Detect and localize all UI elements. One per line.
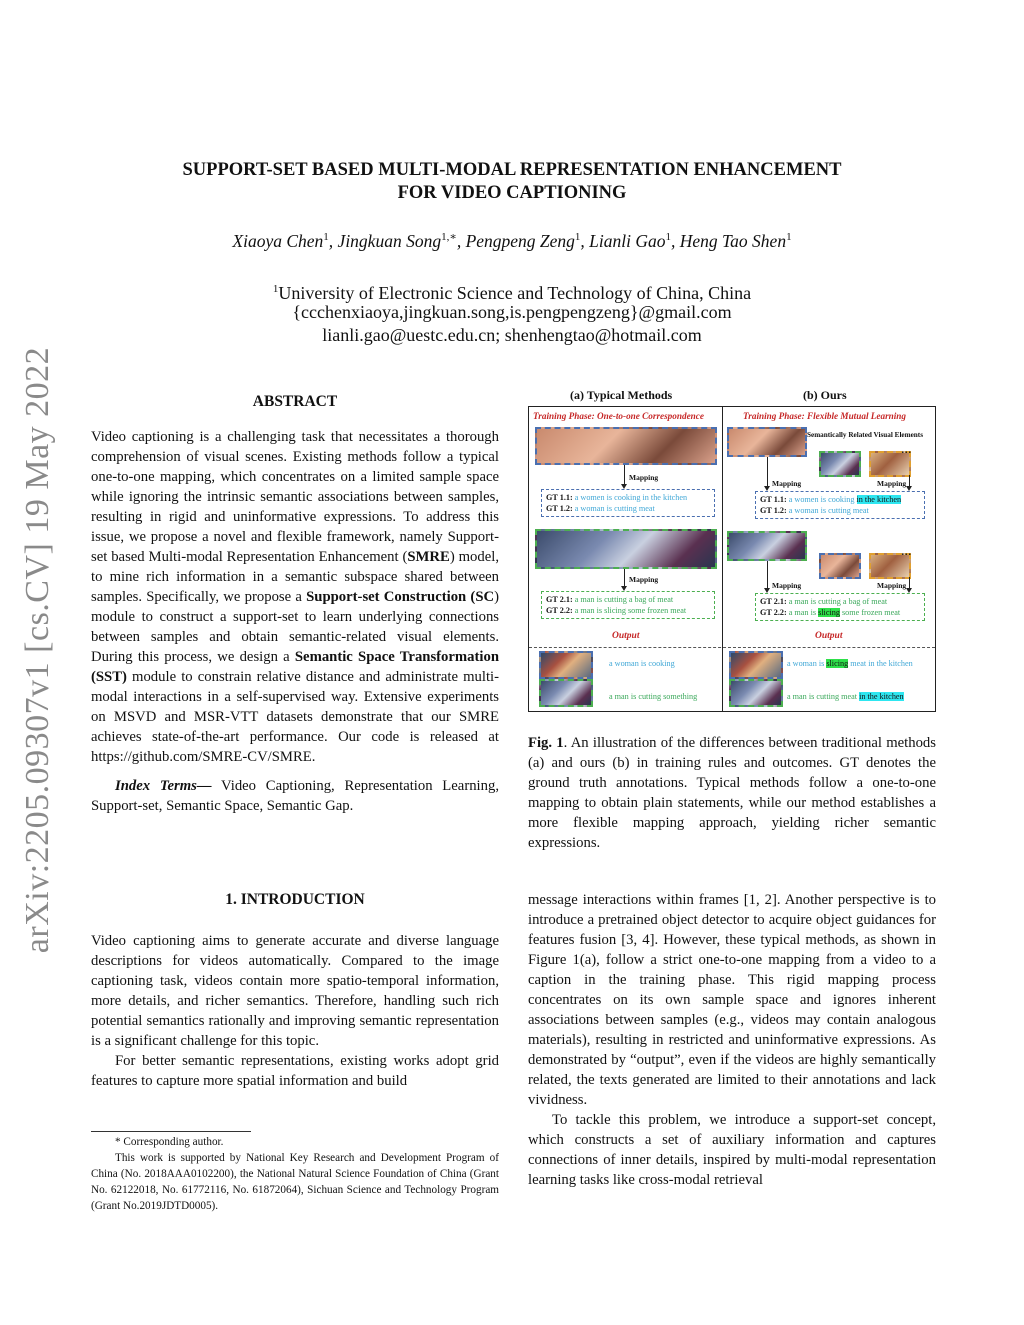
mapping-label: Mapping <box>629 575 659 584</box>
mapping-arrow <box>909 475 910 487</box>
abstract-heading: ABSTRACT <box>252 393 338 410</box>
figure-output-divider <box>529 647 935 648</box>
intro-paragraph: To tackle this problem, we introduce a support-set concept, which constructs a set of auxiliary information and captures connections of inner details, inspired by multi-modal representation learning tasks like cross-modal retrieval <box>528 1112 936 1188</box>
ellipsis: ... <box>901 442 912 457</box>
video-frames-b2 <box>727 531 807 561</box>
output-thumb-a1 <box>539 651 593 679</box>
output-caption-b2: a man is cutting meat in the kitchen <box>787 692 904 701</box>
author-name: Heng Tao Shen <box>679 230 787 251</box>
author-sup: 1 <box>786 231 792 243</box>
intro-paragraph: For better semantic representations, existing works adopt grid features to capture more spatial information and build <box>91 1053 499 1089</box>
mapping-arrow <box>767 561 768 589</box>
mapping-label: Mapping <box>877 479 907 488</box>
mapping-arrow <box>767 457 768 487</box>
mapping-label: Mapping <box>877 581 907 590</box>
output-caption-a1: a woman is cooking <box>609 659 675 668</box>
output-label-b: Output <box>815 631 843 641</box>
author-name: Jingkuan Song <box>337 230 442 251</box>
footnote <box>91 1131 499 1214</box>
affiliation-sup: 1 <box>272 283 279 295</box>
gt-box-b2: GT 2.1: a man is cutting a bag of meat GT 2.2: a man is slicing some frozen meat <box>755 593 925 621</box>
abstract-paragraph: Video captioning is a challenging task that necessitates a thorough comprehension of visual scenes. Existing methods follow a typical one-to-one mapping, which concentrates on a limited sample space while ignoring the intrinsic semantic associations between samples, resulting in rigid and uninformative expressions. To address this issue, we propose a novel and flexible framework, namely Support-set based Multi-modal Representation Enhancement (SMRE) model, to mine rich information in a semantic subspace shared between samples. Specifically, we propose a Support-set Construction (SC) module to construct a support-set to learn underlying connections between samples and obtain semantic-related visual elements. During this process, we design a Semantic Space Transformation (SST) module to constrain relative distance and administrate multi-modal interactions in a self-supervised way. Extensive experiments on MSVD and MSR-VTT datasets demonstrate that our SMRE achieves state-of-the-art performance. Our code is released at https://github.com/SMRE-CV/SMRE. <box>91 429 500 765</box>
footnote-rule <box>91 1131 251 1132</box>
phase-label-a: Training Phase: One-to-one Correspondence <box>533 411 704 421</box>
author-sup: 1 <box>323 231 329 243</box>
author-sup: 1 <box>665 231 672 243</box>
video-frames-b1 <box>727 427 807 457</box>
abstract-body <box>91 427 499 816</box>
intro-paragraph: Video captioning aims to generate accurate and diverse language descriptions for videos automatically. Compared to the image captioning task, videos contain more spatio-temporal information, more details, and richer semantics. Therefore, handling such rich potential semantics rationally and improving semantic representation is a significant challenge for this topic. <box>91 933 499 1049</box>
video-frames-a1 <box>535 427 717 465</box>
footnote-corresponding: * Corresponding author. <box>115 1136 224 1148</box>
mapping-arrow <box>624 569 625 587</box>
mapping-label: Mapping <box>629 473 659 482</box>
paper-title-line1: SUPPORT-SET BASED MULTI-MODAL REPRESENTATION ENHANCEMENT <box>182 160 842 180</box>
mapping-label: Mapping <box>772 479 802 488</box>
output-caption-b1: a woman is slicing meat in the kitchen <box>787 659 913 668</box>
author-sup: 1 <box>574 231 581 243</box>
support-frame <box>819 451 861 477</box>
ellipsis: ... <box>901 544 912 559</box>
affiliation-emails-2: lianli.gao@uestc.edu.cn; shenhengtao@hotmail.com <box>322 325 702 345</box>
video-frames-a2 <box>535 529 717 569</box>
affiliation-emails-1: {ccchenxiaoya,jingkuan.song,is.pengpengzeng}@gmail.com <box>292 302 732 322</box>
mapping-arrow <box>624 465 625 485</box>
figure-frame <box>528 406 936 712</box>
mapping-arrow <box>909 577 910 589</box>
intro-paragraph: message interactions within frames [1, 2]. Another perspective is to introduce a pretrained object detector to acquire object guidances for features fusion [3, 4]. However, these typical methods, as shown in Figure 1(a), follow a strict one-to-one mapping from a video to a caption in the training phase. This rigid mapping process concentrates on its own sample space and ignores inherent associations between samples (e.g., videos may contain analogous materials), resulting in restricted and uninformative expressions. As demonstrated by “output”, even if the videos are highly semantically related, the texts generated are limited to their annotations and lack vividness. <box>528 892 936 1108</box>
gt-box-a2: GT 2.1: a man is cutting a bag of meat GT 2.2: a man is slicing some frozen meat <box>541 591 715 619</box>
figure-1 <box>528 388 936 713</box>
author-name: Pengpeng Zeng <box>465 230 575 251</box>
output-caption-a2: a man is cutting something <box>609 692 698 701</box>
support-frame <box>819 553 861 579</box>
output-thumb-a2 <box>539 679 593 707</box>
gt-box-b1: GT 1.1: a women is cooking in the kitchen GT 1.2: a woman is cutting meat <box>755 491 925 519</box>
intro-right-body <box>528 890 936 1190</box>
affiliation-institution: University of Electronic Science and Technology of China, China <box>278 283 752 303</box>
intro-heading: 1. INTRODUCTION <box>225 891 365 908</box>
author-sup: 1,∗ <box>441 231 457 243</box>
footnote-funding: This work is supported by National Key Research and Development Program of China (No. 2018AAA0102200), the National Natural Science Foundation of China (Grant No. 62122018, No. 61772116, No. 61872064), Sichuan Science and Technology Program (Grant No.2019JDTD0005). <box>91 1152 499 1212</box>
output-thumb-b2 <box>729 679 783 707</box>
figure-caption: Fig. 1. An illustration of the differences between traditional methods (a) and ours (b) in training rules and outcomes. GT denotes the ground truth annotations. Typical methods follow a one-to-one mapping to obtain plain statements, while our method establishes a more flexible mapping approach, yielding richer semantic expressions. <box>528 735 936 851</box>
figure-divider <box>722 407 723 711</box>
phase-label-b: Training Phase: Flexible Mutual Learning <box>743 411 907 421</box>
semantic-elements-label: Semantically Related Visual Elements <box>807 431 923 439</box>
paper-title-line2: FOR VIDEO CAPTIONING <box>397 183 627 203</box>
figure-head-a: (a) Typical Methods <box>570 388 673 402</box>
output-label-a: Output <box>612 631 640 641</box>
intro-left-body <box>91 931 499 1091</box>
gt-box-a1: GT 1.1: a women is cooking in the kitchen GT 1.2: a woman is cutting meat <box>541 489 715 517</box>
arxiv-stamp-text: arXiv:2205.09307v1 [cs.CV] 19 May 2022 <box>19 346 57 954</box>
index-terms: Index Terms— Video Captioning, Representation Learning, Support-set, Semantic Space, Semantic Gap. <box>91 778 499 814</box>
author-name: Lianli Gao <box>589 230 666 251</box>
mapping-label: Mapping <box>772 581 802 590</box>
author-name: Xiaoya Chen <box>232 230 324 251</box>
author-list: Xiaoya Chen$^1$, Jingkuan Song$^{1,∗}$, Pengpeng Zeng$^1$, Lianli Gao$^1$, Heng Tao Shen$^1$ <box>232 230 792 251</box>
output-thumb-b1 <box>729 651 783 679</box>
figure-head-b: (b) Ours <box>803 388 847 402</box>
arxiv-stamp <box>8 340 68 960</box>
